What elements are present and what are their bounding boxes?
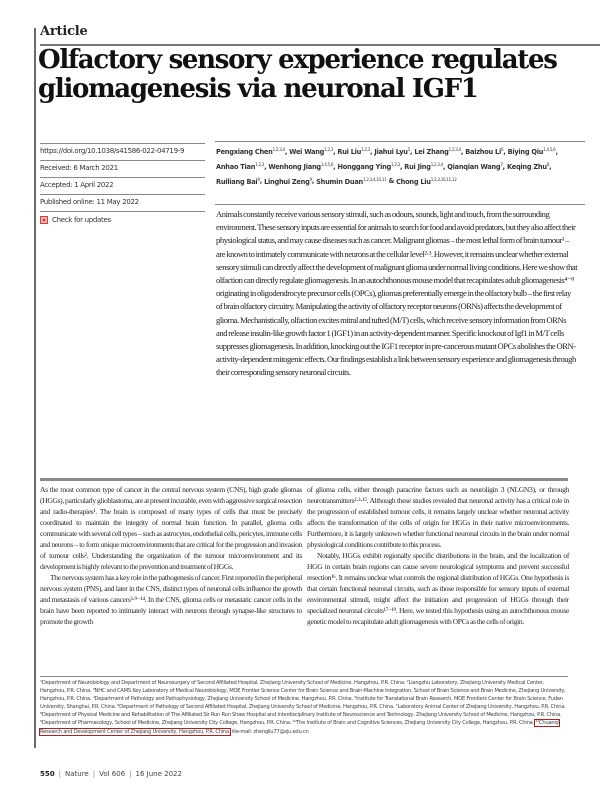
footer-separator: | bbox=[92, 770, 96, 778]
author-name[interactable]: Rui Liu$^{1,2,3}$ bbox=[337, 147, 371, 157]
author-name[interactable]: Rui Jing$^{1,2,3,4}$ bbox=[404, 161, 443, 171]
published-date: Published online: 11 May 2022 bbox=[40, 195, 205, 212]
author-affiliation-marks: 8 bbox=[546, 161, 550, 167]
author-name[interactable]: Keqing Zhu$^8$ bbox=[506, 161, 550, 171]
author-name[interactable]: Anhao Tian$^{1,2,3}$ bbox=[216, 161, 265, 171]
doi-link[interactable]: https://doi.org/10.1038/s41586-022-04719-9 bbox=[40, 143, 205, 161]
author-name[interactable]: Pengxiang Chen$^{1,2,3,4}$ bbox=[216, 147, 285, 157]
author-name[interactable]: Chong Liu$^{1,2,3,10,11,12}$ bbox=[396, 176, 457, 186]
author-affiliation-marks: 1,2,3,4,10,11 bbox=[363, 176, 387, 182]
author-affiliation-marks: 1,2,3 bbox=[324, 147, 334, 152]
left-margin-rule bbox=[34, 28, 36, 748]
body-paragraph: of glioma cells, either through paracrine factors such as neuroligin 3 (NLGN3), or through neurotransmitters²·³·¹⁵. Although these studies revealed that neuronal activity has a critical role in the progression of established tumour cells, it remains largely unclear whether neuronal activity affects the transformation of the cells of origin for HGGs in their native microenvironments. Furthermore, it is largely unknown whether functional neuronal circuits in the brain under normal physiological conditions contribute to this process. bbox=[307, 485, 569, 549]
section-label: Article bbox=[40, 24, 88, 39]
author-affiliation-marks: 1,2,3,4 bbox=[272, 147, 285, 152]
article-meta bbox=[40, 143, 205, 228]
author-name[interactable]: Wenhong Jiang$^{1,4,5,6}$ bbox=[268, 161, 334, 171]
abstract-divider bbox=[215, 204, 585, 205]
article-title: Olfactory sensory experience regulates gliomagenesis via neuronal IGF1 bbox=[38, 45, 557, 104]
body-column-left bbox=[40, 484, 302, 627]
author-name[interactable]: Ruiliang Bai$^9$ bbox=[216, 176, 260, 186]
volume: Vol 606 bbox=[99, 770, 126, 778]
author-name[interactable]: Shumin Duan$^{1,2,3,4,10,11}$ bbox=[316, 176, 387, 186]
author-affiliation-marks: 1,2,3 bbox=[391, 161, 400, 167]
author-name[interactable]: Biying Qiu$^{1,4,5,6}$ bbox=[507, 147, 556, 157]
author-affiliation-marks: 6 bbox=[500, 147, 504, 152]
author-affiliation-marks: 1,4,5,6 bbox=[543, 147, 556, 152]
body-paragraph: Notably, HGGs exhibit regionally specific distributions in the brain, and the localization of HGG in certain brain regions can cause severe neurological symptoms and prevent successful resection¹⁶. It remains unclear what controls the regional distribution of HGGs. One hypothesis is that certain functional neuronal circuits, such as those responsible for sensory inputs of external environmental stimuli, might affect the initiation and progression of HGGs through their specialized neuronal circuits¹⁷⁻¹⁹. Here, we tested this hypothesis using an autochthonous mouse genetic model to recapitulate adult gliomagenesis with OPCs as the cells of origin. bbox=[307, 551, 569, 626]
author-affiliation-marks: 1,2,3,10,11,12 bbox=[430, 176, 457, 182]
body-paragraph: The nervous system has a key role in the pathogenesis of cancer. First reported in the peripheral nervous system (PNS), and later in the CNS, distinct types of neuronal cells influence the growth and metastasis of various cancers³·⁹⁻¹⁴. In the CNS, glioma cells or metastatic cancer cells in the brain have been reported to intimately interact with neurons through synapse-like structures to promote the growth bbox=[40, 573, 302, 626]
accepted-date: Accepted: 1 April 2022 bbox=[40, 178, 205, 195]
page-number: 550 bbox=[40, 770, 55, 778]
author-affiliation-marks: 5 bbox=[407, 147, 411, 152]
author-affiliation-marks: 9 bbox=[309, 176, 312, 182]
received-date: Received: 6 March 2021 bbox=[40, 161, 205, 178]
affiliations-divider bbox=[40, 676, 568, 677]
author-affiliation-marks: 1,2,3,4 bbox=[430, 161, 443, 167]
check-for-updates-label: Check for updates bbox=[52, 215, 111, 224]
footer-separator: | bbox=[129, 770, 132, 778]
check-for-updates-button[interactable] bbox=[40, 212, 205, 228]
author-name[interactable]: Linghui Zeng$^9$ bbox=[264, 176, 312, 186]
authors-divider bbox=[215, 141, 585, 142]
author-affiliation-marks: 1,2,3 bbox=[361, 147, 371, 152]
crossmark-icon bbox=[40, 216, 48, 224]
author-affiliation-marks: 7 bbox=[500, 161, 503, 167]
journal-name: Nature bbox=[64, 770, 89, 778]
highlighted-affiliation: ¹¹Chuanqi Research and Development Center of Zhejiang University, Hangzhou, P.R. China. bbox=[40, 720, 559, 735]
author-affiliation-marks: 1,4,5,6 bbox=[320, 161, 334, 167]
author-name[interactable]: Jiahui Lyu$^5$ bbox=[374, 147, 411, 157]
author-name[interactable]: Honggang Ying$^{1,2,3}$ bbox=[337, 161, 400, 171]
author-name[interactable]: Wei Wang$^{1,2,3}$ bbox=[289, 147, 334, 157]
author-list: Pengxiang Chen$^{1,2,3,4}$, Wei Wang$^{1,2,3}$, Rui Liu$^{1,2,3}$, Jiahui Lyu$^5$, Lei Zhang$^{1,2,3,4}$, Baizhou Li$^6$, Biying Qiu$^{1,4,5,6}$, Anhao Tian$^{1,2,3}$, Wenhong Jiang$^{1,4,5,6}$, Honggang Ying$^{1,2,3}$, Rui Jing$^{1,2,3,4}$, Qianqian Wang$^7$, Keqing Zhu$^8$, Ruiliang Bai$^9$, Linghui Zeng$^9$, Shumin Duan$^{1,2,3,4,10,11}$ & Chong Liu$^{1,2,3,10,11,12}$ bbox=[216, 147, 558, 186]
page-footer bbox=[40, 770, 182, 778]
affiliations-text: ¹Department of Neurobiology and Department of Neurosurgery of Second Affiliated Hospital, Zhejiang University School of Medicine, Hangzhou, P.R. China. ²Liangzhu Laboratory, Zhejiang University Medical Center, Hangzhou, P.R. China. ³NHC and CAMS Key Laboratory of Medical Neurobiology, MOE Frontier Science Center for Brain Science and Brain-Machine Integration, School of Brain Science and Brain Medicine, Zhejiang University, Hangzhou, P.R. China. ⁴Department of Pathology and Pathophysiology, Zhejiang University School of Medicine, Hangzhou, P.R. China. ⁵Institute for Translational Brain Research, MOE Frontiers Center for Brain Science, Fudan University, Shanghai, P.R. China. ⁶Department of Pathology of Second Affiliated Hospital, Zhejiang University School of Medicine, Hangzhou, P.R. China. ⁷Laboratory Animal Center of Zhejiang University, Hangzhou, P.R. China. ⁸Department of Physical Medicine and Rehabilitation of The Affiliated Sir Run Run Shaw Hospital and Interdisciplinary Institute of Neuroscience and Technology, Zhejiang University School of Medicine, Hangzhou, P.R. China. ⁹Department of Pharmacology, School of Medicine, Zhejiang University City College, Hangzhou, P.R. China. ¹⁰The Institute of Brain and Cognitive Sciences, Zhejiang University City College, Hangzhou, P.R. China. bbox=[40, 680, 566, 727]
author-name[interactable]: Qianqian Wang$^7$ bbox=[447, 161, 503, 171]
body-column-right bbox=[307, 484, 569, 627]
body-divider bbox=[40, 478, 568, 481]
issue-date: 16 June 2022 bbox=[135, 770, 182, 778]
body-paragraph: As the most common type of cancer in the central nervous system (CNS), high grade gliomas (HGGs), particularly glioblastoma, are at present incurable, even with aggressive surgical resection and radio-therapies¹. The brain is composed of many types of cells that must be precisely coordinated to maintain the integrity of normal brain function. In parallel, glioma cells communicate with several cell types – such as astrocytes, endothelial cells, pericytes, immune cells and neurons – to form unique microenvironments that are critical for the progression and invasion of tumour cells². Understanding the organization of the tumour microenvironment and its development is highly relevant to the prevention and treatment of HGGs. bbox=[40, 485, 302, 571]
author-name[interactable]: Lei Zhang$^{1,2,3,4}$ bbox=[414, 147, 461, 157]
correspondence-email[interactable]: ✉e-mail: zhengliu77@zju.edu.cn bbox=[231, 728, 309, 735]
author-affiliation-marks: 1,2,3 bbox=[255, 161, 265, 167]
affiliations bbox=[40, 679, 570, 736]
author-affiliation-marks: 9 bbox=[257, 176, 260, 182]
author-affiliation-marks: 1,2,3,4 bbox=[448, 147, 461, 152]
author-name[interactable]: Baizhou Li$^6$ bbox=[465, 147, 504, 157]
abstract: Animals constantly receive various sensory stimuli, such as odours, sounds, light and touch, from the surrounding environment. These sensory inputs are essential for animals to search for food and avoid predators, but they also affect their physiological status, and may cause diseases such as cancer. Malignant gliomas – the most lethal form of brain tumour¹ – are known to intimately communicate with neurons at the cellular level²·³. However, it remains unclear whether external sensory stimuli can directly affect the development of malignant glioma under normal living conditions. Here we show that olfaction can directly regulate gliomagenesis. In an autochthonous mouse model that recapitulates adult gliomagenesis⁴⁻⁸ originating in oligodendrocyte precursor cells (OPCs), gliomas preferentially emerge in the olfactory bulb – the first relay of brain olfactory circuitry. Manipulating the activity of olfactory receptor neurons (ORNs) affects the development of glioma. Mechanistically, olfaction excites mitral and tufted (M/T) cells, which receive sensory information from ORNs and release insulin-like growth factor 1 (IGF1) in an activity-dependent manner. Specific knockout of Igf1 in M/T cells suppresses gliomagenesis. In addition, knocking out the IGF1 receptor in pre-cancerous mutant OPCs abolishes the ORN-activity-dependent mitogenic effects. Our findings establish a link between sensory experience and gliomagenesis through their corresponding sensory neuronal circuits. bbox=[216, 209, 578, 378]
footer-separator: | bbox=[58, 770, 61, 778]
